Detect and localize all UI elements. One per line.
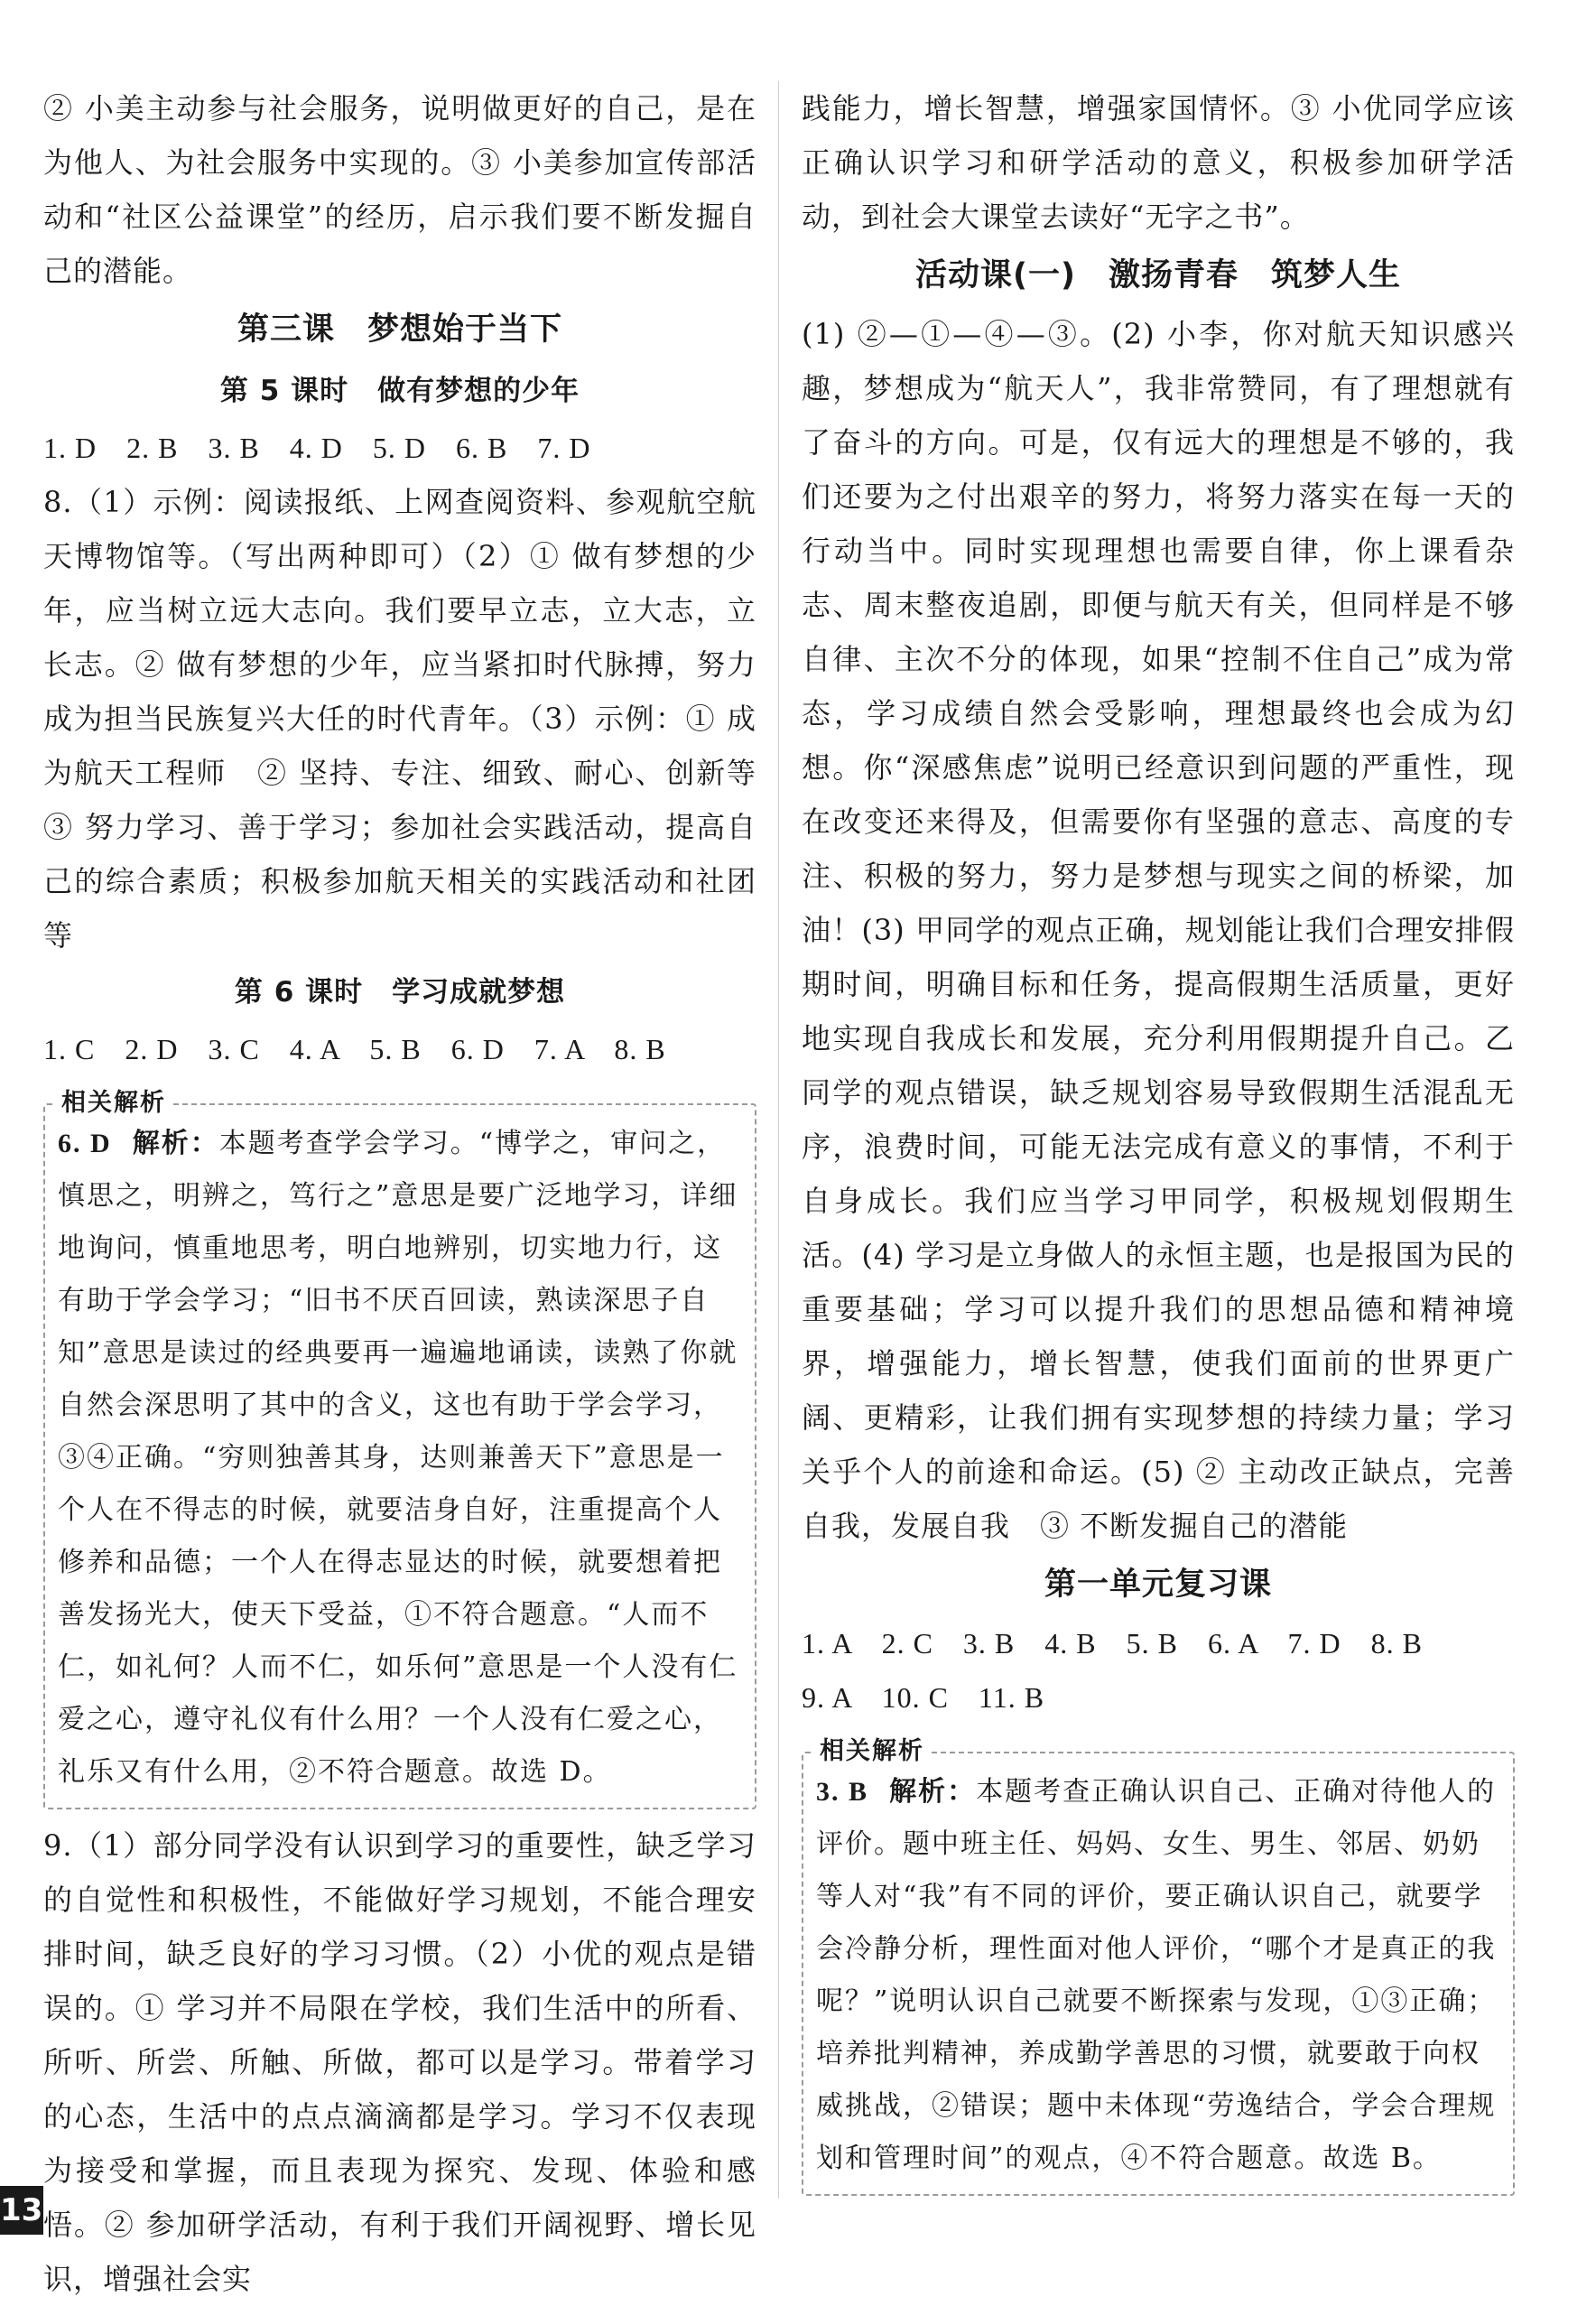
- analysis-box: [43, 1089, 756, 1809]
- period6-title: 第 6 课时 学习成就梦想: [234, 976, 566, 1009]
- period5-answers: 1. D 2. B 3. B 4. D 5. D 6. B 7. D: [43, 432, 591, 464]
- page-number: 13: [0, 2186, 43, 2235]
- review-analysis-text: 本题考查正确认识自己、正确对待他人的评价。题中班主任、妈妈、女生、男生、邻居、奶奶等人对“我”有不同的评价，要正确认识自己，就要学会冷静分析，理性面对他人评价，“哪个才是真正的我呢？”说明认识自己就要不断探索与发现，①③正确；培养批判精神，养成勤学善思的习惯，就要敢于向权威挑战，②错误；题中未体现“劳逸结合，学会合理规划和管理时间”的观点，④不符合题意。故选 B。: [816, 1776, 1497, 2174]
- activity-answer: (1) ②—①—④—③。(2) 小李，你对航天知识感兴趣，梦想成为“航天人”，我非常赞同，有了理想就有了奋斗的方向。可是，仅有远大的理想是不够的，我们还要为之付出艰辛的努力，将努力落实在每一天的行动当中。同时实现理想也需要自律，你上课看杂志、周末整夜追剧，即便与航天有关，但同样是不够自律、主次不分的体现，如果“控制不住自己”成为常态，学习成绩自然会受影响，理想最终也会成为幻想。你“深感焦虑”说明已经意识到问题的严重性，现在改变还来得及，但需要你有坚强的意志、高度的专注、积极的努力，努力是梦想与现实之间的桥梁，加油！(3) 甲同学的观点正确，规划能让我们合理安排假期时间，明确目标和任务，提高假期生活质量，更好地实现自我成长和发展，充分利用假期提升自己。乙同学的观点错误，缺乏规划容易导致假期生活混乱无序，浪费时间，可能无法完成有意义的事情，不利于自身成长。我们应当学习甲同学，积极规划假期生活。(4) 学习是立身做人的永恒主题，也是报国为民的重要基础；学习可以提升我们的思想品德和精神境界，增强能力，增长智慧，使我们面前的世界更广阔、更精彩，让我们拥有实现梦想的持续力量；学习关乎个人的前途和命运。(5) ② 主动改正缺点，完善自我，发展自我 ③ 不断发掘自己的潜能: [802, 317, 1515, 1543]
- review-analysis-question-number: 3. B: [816, 1777, 869, 1807]
- intro-paragraph: ② 小美主动参与社会服务，说明做更好的自己，是在为他人、为社会服务中实现的。③ 小美参加宣传部活动和“社区公益课堂”的经历，启示我们要不断发掘自己的潜能。: [43, 91, 756, 288]
- question9-answer: 9.（1）部分同学没有认识到学习的重要性，缺乏学习的自觉性和积极性，不能做好学习规划，不能合理安排时间，缺乏良好的学习习惯。（2）小优的观点是错误的。① 学习并不局限在学校，我们生活中的所看、所听、所尝、所触、所做，都可以是学习。带着学习的心态，生活中的点点滴滴都是学习。学习不仅表现为接受和掌握，而且表现为探究、发现、体验和感悟。② 参加研学活动，有利于我们开阔视野、增长见识，增强社会实: [43, 1828, 756, 2296]
- activity-title: 活动课(一) 激扬青春 筑梦人生: [915, 257, 1401, 293]
- analysis-text: 本题考查学会学习。“博学之，审问之，慎思之，明辨之，笃行之”意思是要广泛地学习，详细地询问，慎重地思考，明白地辨别，切实地力行，这有助于学会学习；“旧书不厌百回读，熟读深思子自知”意思是读过的经典要再一遍遍地诵读，读熟了你就自然会深思明了其中的含义，这也有助于学会学习，③④正确。“穷则独善其身，达则兼善天下”意思是一个人在不得志的时候，就要洁身自好，注重提高个人修养和品德；一个人在得志显达的时候，就要想着把善发扬光大，使天下受益，①不符合题意。“人而不仁，如礼何？人而不仁，如乐何”意思是一个人没有仁爱之心，遵守礼仪有什么用？一个人没有仁爱之心，礼乐又有什么用，②不符合题意。故选 D。: [58, 1128, 738, 1788]
- analysis-label: 相关解析: [54, 1085, 173, 1121]
- continued-paragraph: 践能力，增长智慧，增强家国情怀。③ 小优同学应该正确认识学习和研学活动的意义，积极参加研学活动，到社会大课堂去读好“无字之书”。: [802, 91, 1515, 234]
- analysis-keyword: 解析：: [132, 1128, 219, 1159]
- review-answers-row1: 1. A 2. C 3. B 4. B 5. B 6. A 7. D 8. B: [802, 1627, 1423, 1660]
- lesson3-title: 第三课 梦想始于当下: [237, 311, 562, 348]
- analysis-question-number: 6. D: [58, 1129, 112, 1158]
- review-answers-row2: 9. A 10. C 11. B: [802, 1681, 1045, 1714]
- review-analysis-label: 相关解析: [812, 1734, 932, 1770]
- review-analysis-keyword: 解析：: [889, 1776, 977, 1808]
- column-divider: [778, 81, 779, 2199]
- review-title: 第一单元复习课: [1044, 1567, 1272, 1603]
- review-analysis-box: [802, 1737, 1515, 2196]
- period6-answers: 1. C 2. D 3. C 4. A 5. B 6. D 7. A 8. B: [43, 1033, 666, 1065]
- right-column: [802, 81, 1515, 2208]
- question8-answer: 8.（1）示例：阅读报纸、上网查阅资料、参观航空航天博物馆等。（写出两种即可）（2）① 做有梦想的少年，应当树立远大志向。我们要早立志，立大志，立长志。② 做有梦想的少年，应当紧扣时代脉搏，努力成为担当民族复兴大任的时代青年。（3）示例：① 成为航天工程师 ② 坚持、专注、细致、耐心、创新等 ③ 努力学习、善于学习；参加社会实践活动，提高自己的综合素质；积极参加航天相关的实践活动和社团等: [43, 485, 787, 953]
- period5-title: 第 5 课时 做有梦想的少年: [219, 375, 580, 407]
- left-column: [43, 81, 787, 2296]
